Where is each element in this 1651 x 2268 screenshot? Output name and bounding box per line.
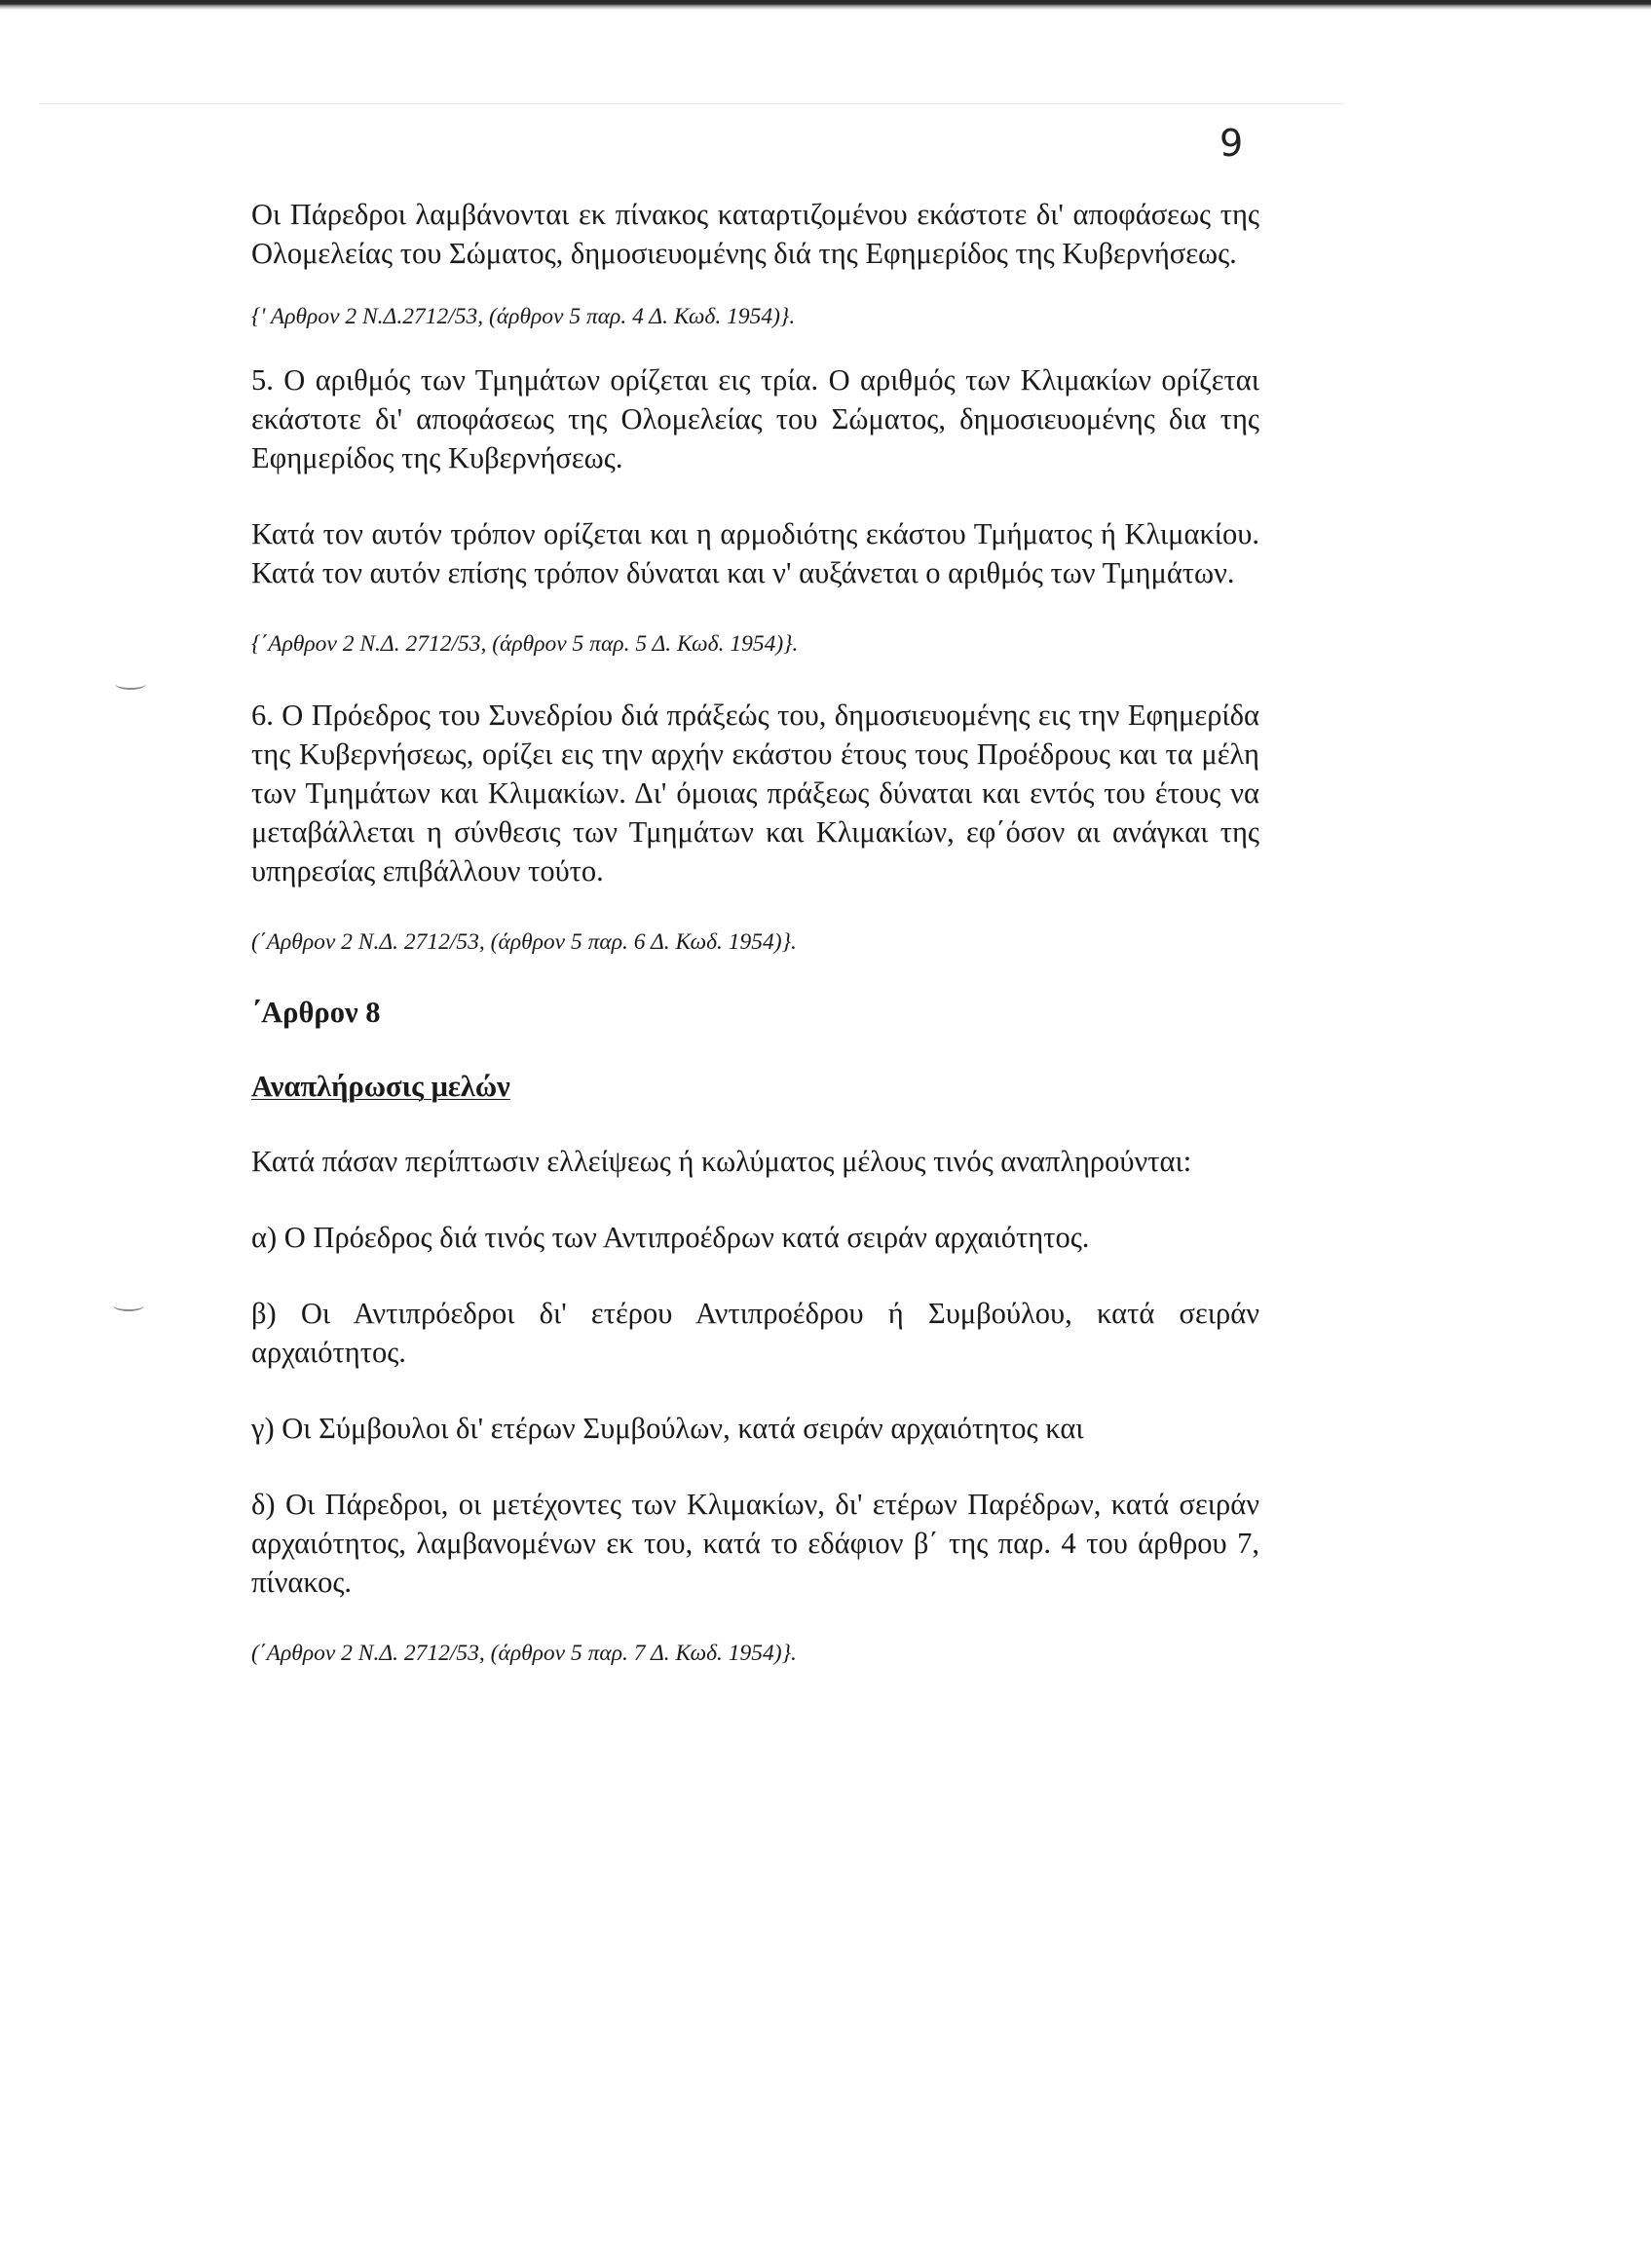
article-title: Αναπλήρωσις μελών [251,1070,510,1103]
paragraph-5: 5. Ο αριθμός των Τμημάτων ορίζεται εις τρία. Ο αριθμός των Κλιμακίων ορίζεται εκάστοτε δι' αποφάσεως της Ολομελείας του Σώματος, δημοσιευομένης δια της Εφημερίδος της Κυβερνήσεως. [251,363,1259,474]
paragraph-intro: Κατά πάσαν περίπτωσιν ελλείψεως ή κωλύματος μέλους τινός αναπληρούνται: [251,1145,1192,1178]
margin-mark [115,678,146,690]
legal-reference: {΄Αρθρον 2 Ν.Δ. 2712/53, (άρθρον 5 παρ. 5 Δ. Κωδ. 1954)}. [251,631,799,657]
legal-reference: (΄Αρθρον 2 Ν.Δ. 2712/53, (άρθρον 5 παρ. 6 Δ. Κωδ. 1954)}. [251,929,797,955]
list-item-b: β) Οι Αντιπρόεδροι δι' ετέρου Αντιπροέδρου ή Συμβούλου, κατά σειράν αρχαιότητος. [251,1297,1259,1369]
paragraph-paredroi: Οι Πάρεδροι λαμβάνονται εκ πίνακος καταρτιζομένου εκάστοτε δι' αποφάσεως της Ολομελείας του Σώματος, δημοσιευομένης διά της Εφημερίδος της Κυβερνήσεως. [251,198,1259,270]
scan-artifact-line [39,103,1344,104]
list-item-d: δ) Οι Πάρεδροι, οι μετέχοντες των Κλιμακίων, δι' ετέρων Παρέδρων, κατά σειράν αρχαιότητος, λαμβανομένων εκ του, κατά το εδάφιον β΄ της παρ. 4 του άρθρου 7, πίνακος. [251,1488,1259,1599]
scan-top-edge [0,0,1651,10]
legal-reference: {' Αρθρον 2 Ν.Δ.2712/53, (άρθρον 5 παρ. 4 Δ. Κωδ. 1954)}. [251,304,796,329]
page-number: 9 [1219,122,1244,165]
article-heading: ΄Αρθρον 8 [251,996,381,1029]
legal-reference: (΄Αρθρον 2 Ν.Δ. 2712/53, (άρθρον 5 παρ. 7 Δ. Κωδ. 1954)}. [251,1641,797,1666]
list-item-c: γ) Οι Σύμβουλοι δι' ετέρων Συμβούλων, κατά σειράν αρχαιότητος και [251,1412,1084,1445]
paragraph-competence: Κατά τον αυτόν τρόπον ορίζεται και η αρμοδιότης εκάστου Τμήματος ή Κλιμακίου. Κατά τον αυτόν επίσης τρόπον δύναται και ν' αυξάνεται ο αριθμός των Τμημάτων. [251,517,1259,589]
margin-mark [113,1300,144,1311]
list-item-a: α) Ο Πρόεδρος διά τινός των Αντιπροέδρων κατά σειράν αρχαιότητος. [251,1221,1090,1254]
document-body [251,195,1259,1668]
paragraph-6: 6. Ο Πρόεδρος του Συνεδρίου διά πράξεώς του, δημοσιευομένης εις την Εφημερίδα της Κυβερνήσεως, ορίζει εις την αρχήν εκάστου έτους τους Προέδρους και τα μέλη των Τμημάτων και Κλιμακίων. Δι' όμοιας πράξεως δύναται και εντός του έτους να μεταβάλλεται η σύνθεσις των Τμημάτων και Κλιμακίων, εφ΄όσον αι ανάγκαι της υπηρεσίας επιβάλλουν τούτο. [251,699,1259,888]
